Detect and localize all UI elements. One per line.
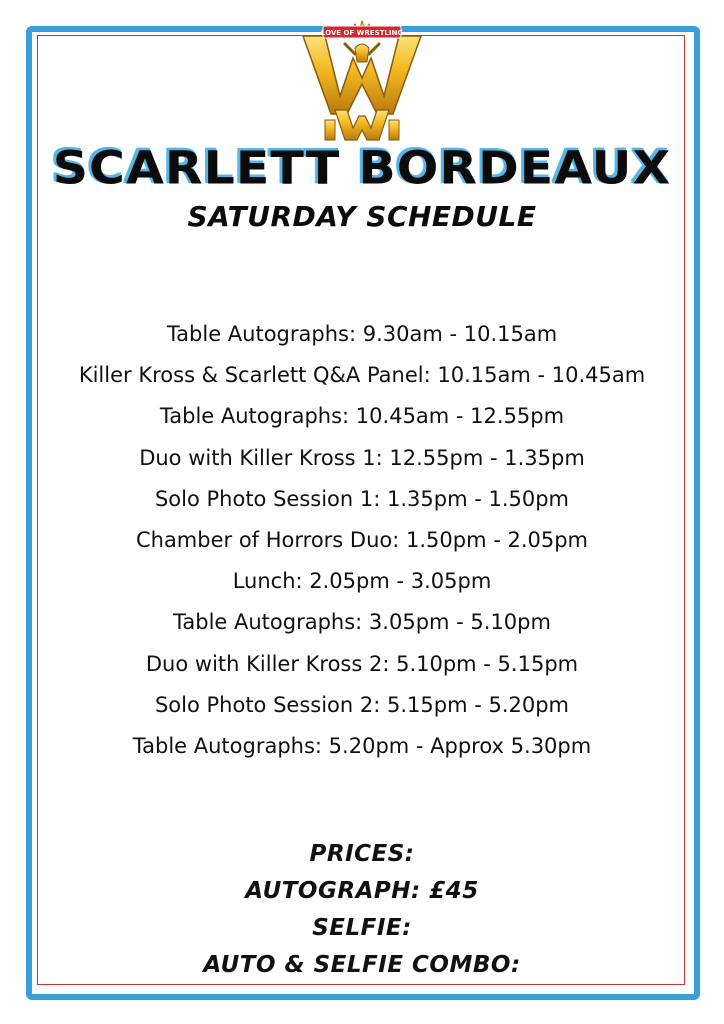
schedule-item: Duo with Killer Kross 1: 12.55pm - 1.35pm: [139, 445, 585, 470]
page-subtitle: SATURDAY SCHEDULE: [187, 200, 537, 233]
schedule-item: Duo with Killer Kross 2: 5.10pm - 5.15pm: [145, 651, 579, 676]
schedule-item: Lunch: 2.05pm - 3.05pm: [232, 569, 492, 594]
schedule-item: Table Autographs: 3.05pm - 5.10pm: [173, 610, 551, 635]
price-item: AUTO & SELFIE COMBO:: [203, 952, 521, 978]
love-of-wrestling-logo: [295, 18, 429, 146]
prices-list: [0, 836, 724, 984]
schedule-item: Table Autographs: 10.45am - 12.55pm: [159, 404, 565, 429]
schedule-list: [0, 314, 724, 767]
schedule-item: Chamber of Horrors Duo: 1.50pm - 2.05pm: [135, 527, 589, 552]
page-title: SCARLETT BORDEAUX: [52, 142, 672, 195]
schedule-item: Killer Kross & Scarlett Q&A Panel: 10.15am - 10.45am: [78, 363, 646, 388]
prices-heading: PRICES:: [309, 841, 415, 867]
schedule-item: Solo Photo Session 1: 1.35pm - 1.50pm: [154, 486, 570, 511]
price-item: AUTOGRAPH: £45: [245, 878, 479, 904]
schedule-item: Solo Photo Session 2: 5.15pm - 5.20pm: [154, 692, 570, 717]
logo-banner-text: LOVE OF WRESTLING: [320, 29, 404, 37]
price-item: SELFIE:: [312, 915, 412, 941]
schedule-item: Table Autographs: 9.30am - 10.15am: [166, 322, 558, 346]
schedule-item: Table Autographs: 5.20pm - Approx 5.30pm: [132, 733, 592, 758]
